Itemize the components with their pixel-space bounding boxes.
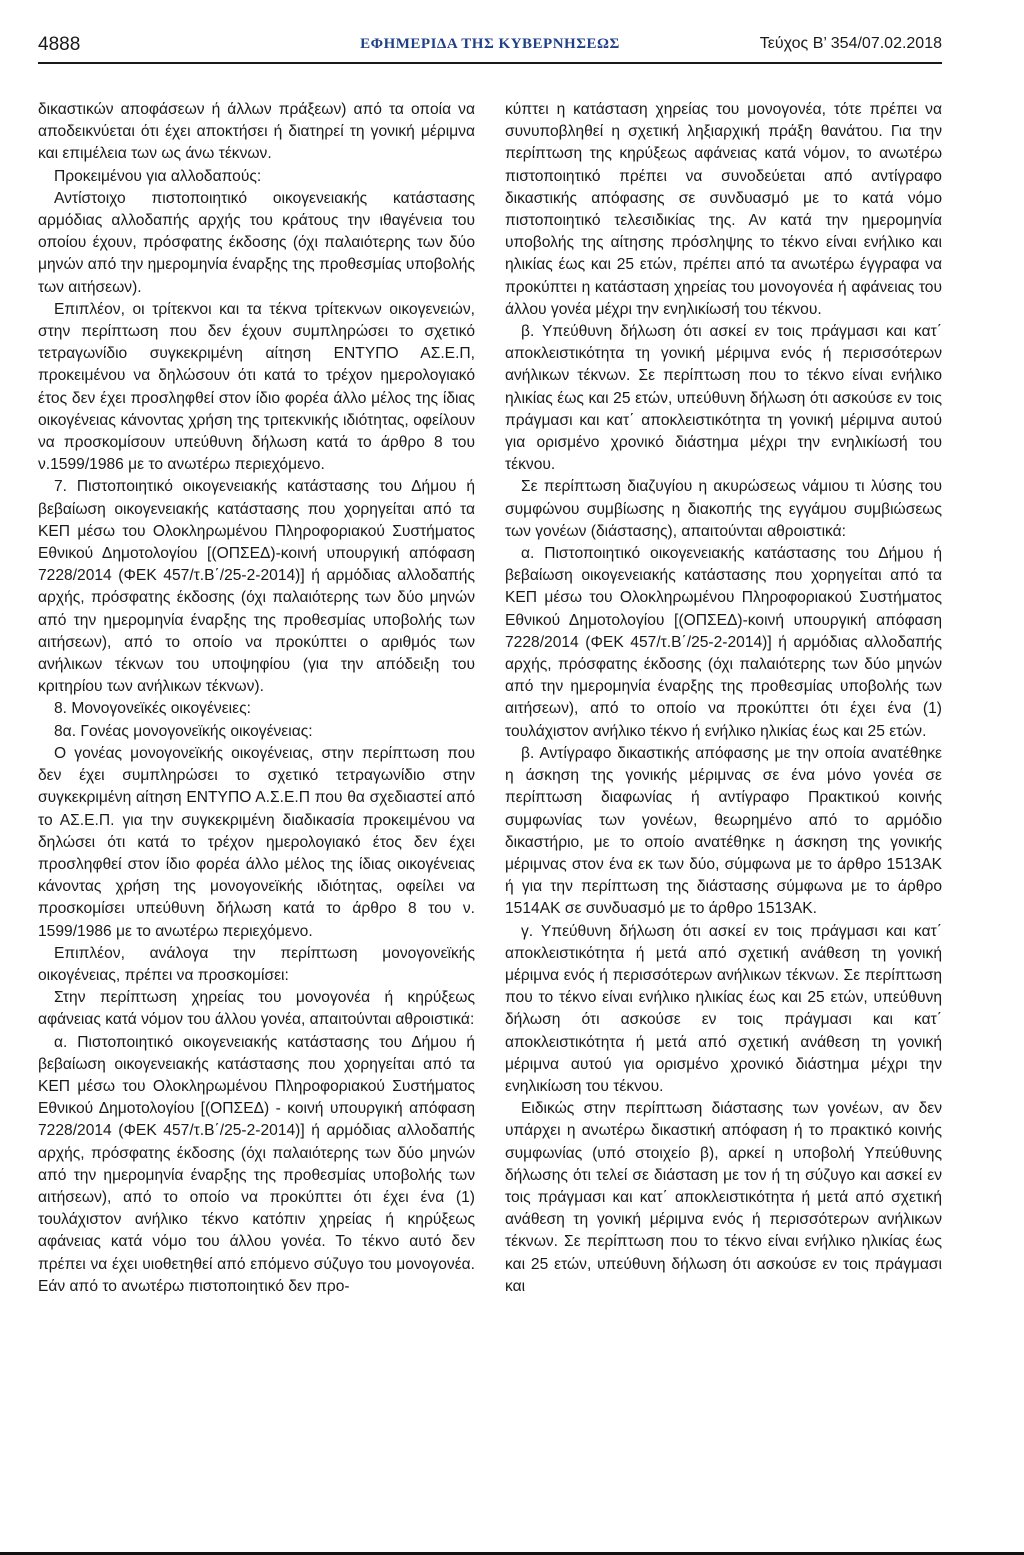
paragraph: δικαστικών αποφάσεων ή άλλων πράξεων) από τα οποία να αποδεικνύεται ότι έχει αποκτήσει ή διατηρεί τη γονική μέριμνα και επιμέλεια των ως άνω τέκνων.	[38, 101, 475, 163]
page-number: 4888	[38, 34, 81, 55]
paragraph: 8α. Γονέας μονογονεϊκής οικογένειας:	[54, 722, 313, 740]
page-header	[38, 34, 942, 64]
paragraph: Αντίστοιχο πιστοποιητικό οικογενειακής κατάστασης αρμόδιας αλλοδαπής αρχής του κράτους την ιθαγένεια του οποίου έχουν, πρόσφατης έκδοσης (όχι παλαιότερης των δύο μηνών από την ημερομηνία έναρξης της προθεσμίας υποβολής των αιτήσεων).	[38, 189, 475, 296]
paragraph: α. Πιστοποιητικό οικογενειακής κατάστασης του Δήμου ή βεβαίωση οικογενειακής κατάστασης που χορηγείται από τα ΚΕΠ μέσω του Ολοκληρωμένου Πληροφοριακού Συστήματος Εθνικού Δημοτολογίου [(ΟΠΣΕΔ) - κοινή υπουργική απόφαση 7228/2014 (ΦΕΚ 457/τ.Β΄/25-2-2014)] ή αρμόδιας αλλοδαπής αρχής, πρόσφατης έκδοσης (όχι παλαιότερης των δύο μηνών από την ημερομηνία έναρξης της προθεσμίας υποβολής των αιτήσεων), από το οποίο να προκύπτει ότι έχει ένα (1) τουλάχιστον ανήλικο τέκνο κατόπιν χηρείας ή κηρύξεως αφάνειας κατά νόμο του άλλου γονέα. Το τέκνο αυτό δεν πρέπει να έχει υιοθετηθεί από επόμενο σύζυγο του μονογονέα. Εάν από το ανωτέρω πιστοποιητικό δεν προ-	[38, 1033, 475, 1295]
paragraph: Στην περίπτωση χηρείας του μονογονέα ή κηρύξεως αφάνειας κατά νόμον του άλλου γονέα, απαιτούνται αθροιστικά:	[38, 989, 475, 1029]
right-column	[505, 99, 942, 1298]
paragraph: Ο γονέας μονογονεϊκής οικογένειας, στην περίπτωση που δεν έχει συμπληρώσει το σχετικό τετραγωνίδιο στην συγκεκριμένη αίτηση ΕΝΤΥΠΟ Α.Σ.Ε.Π που θα σχεδιαστεί από το ΑΣ.Ε.Π. για την συγκεκριμένη διαδικασία προκειμένου να δηλώσει ότι κατά το τρέχον ημερολογιακό έτος δεν έχει προσληφθεί στον ίδιο φορέα άλλο μέλος της ίδιας οικογένειας κάνοντας χρήση της μονογονεϊκής ιδιότητας, οφείλει να προσκομίσει υπεύθυνη δήλωση κατά το άρθρο 8 του ν. 1599/1986 με το ανωτέρω περιεχόμενο.	[38, 744, 475, 940]
paragraph: Επιπλέον, ανάλογα την περίπτωση μονογονεϊκής οικογένειας, πρέπει να προσκομίσει:	[38, 944, 475, 984]
header-divider	[38, 62, 942, 64]
paragraph: γ. Υπεύθυνη δήλωση ότι ασκεί εν τοις πράγμασι και κατ΄ αποκλειστικότητα ή μετά από σχετική ανάθεση τη γονική μέριμνα ενός ή περισσότερων ανήλικων τέκνων. Σε περίπτωση που το τέκνο είναι ενήλικο ηλικίας έως και 25 ετών, υπεύθυνη δήλωση ότι ασκούσε εν τοις πράγμασι και κατ΄ αποκλειστικότητα ή μετά από σχετική ανάθεση τη γονική μέριμνα αυτού για ορισμένο χρονικό διάστημα μέχρι την ενηλικίωση του τέκνου.	[505, 922, 942, 1095]
paragraph: Προκειμένου για αλλοδαπούς:	[54, 167, 262, 185]
paragraph: α. Πιστοποιητικό οικογενειακής κατάστασης του Δήμου ή βεβαίωση οικογενειακής κατάστασης που χορηγείται από τα ΚΕΠ μέσω του Ολοκληρωμένου Πληροφοριακού Συστήματος Εθνικού Δημοτολογίου [(ΟΠΣΕΔ)-κοινή υπουργική απόφαση 7228/2014 (ΦΕΚ 457/τ.Β΄/25-2-2014)] ή αρμόδιας αλλοδαπής αρχής, πρόσφατης έκδοσης (όχι παλαιότερης των δύο μηνών από την ημερομηνία έναρξης της προθεσμίας υποβολής των αιτήσεων), από το οποίο να προκύπτει ότι έχει ένα (1) τουλάχιστον ανήλικο τέκνο ή ενήλικο ηλικίας έως και 25 ετών.	[505, 545, 942, 740]
paragraph: Ειδικώς στην περίπτωση διάστασης των γονέων, αν δεν υπάρχει η ανωτέρω δικαστική απόφαση ή το πρακτικό κοινής συμφωνίας (υπό στοιχείο β), αρκεί η υποβολή Υπεύθυνης δήλωσης ότι τελεί σε διάσταση με τον ή τη σύζυγο και ασκεί εν τοις πράγμασι και κατ΄ αποκλειστικότητα ή μετά από σχετική ανάθεση τη γονική μέριμνα ενός ή περισσότερων ανήλικων τέκνων. Σε περίπτωση που το τέκνο είναι ενήλικο ηλικίας έως και 25 ετών, υπεύθυνη δήλωση ότι ασκούσε εν τοις πράγμασι και	[505, 1100, 942, 1295]
journal-title: ΕΦΗΜΕΡΙΔΑ ΤΗΣ ΚΥΒΕΡΝΗΣΕΩΣ	[360, 36, 620, 52]
left-column	[38, 99, 475, 1298]
paragraph: β. Αντίγραφο δικαστικής απόφασης με την οποία ανατέθηκε η άσκηση της γονικής μέριμνας σε ένα μόνο γονέα σε περίπτωση διαφωνίας ή αντίγραφο Πρακτικού κοινής συμφωνίας των γονέων, θεωρημένο από το αρμόδιο δικαστήριο, με το οποίο ανατέθηκε η άσκηση της γονικής μέριμνας στον ένα εκ των δύο, σύμφωνα με το άρθρο 1513ΑΚ ή για την περίπτωση της διάστασης σύμφωνα με το άρθρο 1514ΑΚ σε συνδυασμό με το άρθρο 1513ΑΚ.	[505, 744, 942, 918]
paragraph: Σε περίπτωση διαζυγίου η ακυρώσεως νάμιου τι λύσης του συμφώνου συμβίωσης η διακοπής της εγγάμου συμβιώσεως των γονέων (διάστασης), απαιτούνται αθροιστικά:	[505, 478, 942, 540]
paragraph: 7. Πιστοποιητικό οικογενειακής κατάστασης του Δήμου ή βεβαίωση οικογενειακής κατάστασης που χορηγείται από τα ΚΕΠ μέσω του Ολοκληρωμένου Πληροφοριακού Συστήματος Εθνικού Δημοτολογίου [(ΟΠΣΕΔ)-κοινή υπουργική απόφαση 7228/2014 (ΦΕΚ 457/τ.Β΄/25-2-2014)] ή αρμόδιας αλλοδαπής αρχής, πρόσφατης έκδοσης (όχι παλαιότερης των δύο μηνών από την ημερομηνία έναρξης της προθεσμίας υποβολής των αιτήσεων), από το οποίο να προκύπτει ο αριθμός των ανήλικων τέκνων του υποψηφίου (για την απόδειξη του κριτηρίου των ανήλικων τέκνων).	[38, 478, 475, 696]
issue-info: Τεύχος Β’ 354/07.02.2018	[759, 35, 942, 52]
paragraph: Επιπλέον, οι τρίτεκνοι και τα τέκνα τρίτεκνων οικογενειών, στην περίπτωση που δεν έχουν συμπληρώσει το σχετικό τετραγωνίδιο συγκεκριμένη αίτηση ΕΝΤΥΠΟ ΑΣ.Ε.Π, προκειμένου να δηλώσουν ότι κατά το τρέχον ημερολογιακό έτος δεν έχει προσληφθεί στον ίδιο φορέα άλλο μέλος της ίδιας οικογένειας κάνοντας χρήση της τριτεκνικής ιδιότητας, οφείλουν να προσκομίσουν υπεύθυνη δήλωση κατά το άρθρο 8 του ν.1599/1986 με το ανωτέρω περιεχόμενο.	[38, 300, 475, 474]
paragraph: 8. Μονογονεϊκές οικογένειες:	[54, 700, 251, 718]
paragraph: κύπτει η κατάσταση χηρείας του μονογονέα, τότε πρέπει να συνυποβληθεί η σχετική ληξιαρχική πράξη θανάτου. Για την περίπτωση της κηρύξεως αφάνειας κατά νόμον, το ανωτέρω πιστοποιητικό πρέπει να συνοδεύεται από αντίγραφο δικαστικής απόφασης σε συνδυασμό με το κατά νόμο πιστοποιητικό τελεσιδικίας της. Αν κατά την ημερομηνία υποβολής της αίτησης πρόσληψης το τέκνο είναι ενήλικο και ηλικίας έως και 25 ετών, πρέπει από τα ανωτέρω έγγραφα να προκύπτει η κατάσταση χηρείας του μονογονέα ή αφάνειας του άλλου γονέα μέχρι την ενηλικίωσή του τέκνου.	[505, 101, 942, 318]
paragraph: β. Υπεύθυνη δήλωση ότι ασκεί εν τοις πράγμασι και κατ΄ αποκλειστικότητα τη γονική μέριμνα ενός ή περισσότερων ανήλικων τέκνων. Σε περίπτωση που το τέκνο είναι ενήλικο ηλικίας έως και 25 ετών, υπεύθυνη δήλωση ότι ασκούσε εν τοις πράγμασι και κατ΄ αποκλειστικότητα τη γονική μέριμνα αυτού για ορισμένο χρονικό διάστημα μέχρι την ενηλικίωσή του τέκνου.	[505, 323, 942, 474]
